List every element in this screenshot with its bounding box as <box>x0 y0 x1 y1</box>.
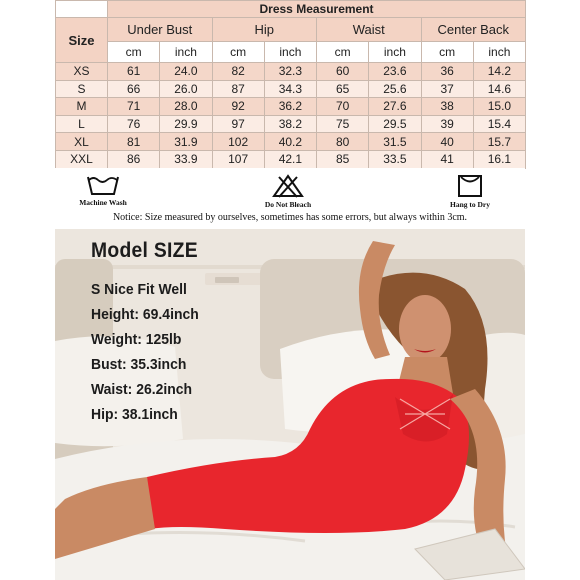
measurement-cell: 80 <box>317 133 369 151</box>
hang-to-dry-icon <box>457 174 483 198</box>
measurement-cell: 42.1 <box>264 150 316 168</box>
measurement-cell: 16.1 <box>473 150 525 168</box>
group-header: Hip <box>212 18 317 42</box>
measurement-cell: 38 <box>421 98 473 116</box>
size-label-cell: L <box>56 115 108 133</box>
unit-header: inch <box>264 42 316 63</box>
measurement-cell: 31.9 <box>160 133 212 151</box>
measurement-cell: 40.2 <box>264 133 316 151</box>
measurement-cell: 40 <box>421 133 473 151</box>
measurement-cell: 71 <box>108 98 160 116</box>
model-size-panel <box>91 239 207 423</box>
measurement-cell: 14.6 <box>473 80 525 98</box>
model-weight-line: Weight: 125lb <box>91 331 182 348</box>
measurement-cell: 85 <box>317 150 369 168</box>
table-group-header-row <box>56 18 526 42</box>
model-size-title: Model SIZE <box>91 239 198 262</box>
measurement-cell: 61 <box>108 63 160 81</box>
measurement-cell: 66 <box>108 80 160 98</box>
measurement-cell: 33.5 <box>369 150 421 168</box>
unit-header: cm <box>317 42 369 63</box>
measurement-cell: 92 <box>212 98 264 116</box>
care-label: Hang to Dry <box>450 200 490 209</box>
measurement-cell: 32.3 <box>264 63 316 81</box>
measurement-cell: 15.7 <box>473 133 525 151</box>
measurement-cell: 25.6 <box>369 80 421 98</box>
table-title-row <box>56 1 526 18</box>
measurement-cell: 33.9 <box>160 150 212 168</box>
model-bust-line: Bust: 35.3inch <box>91 356 187 373</box>
group-header: Under Bust <box>108 18 213 42</box>
size-label-cell: XS <box>56 63 108 81</box>
group-header: Waist <box>317 18 422 42</box>
model-fit-line: S Nice Fit Well <box>91 281 187 298</box>
table-row <box>56 98 526 116</box>
model-hip-line: Hip: 38.1inch <box>91 406 178 423</box>
do-not-bleach-icon <box>271 174 305 198</box>
measurement-cell: 15.0 <box>473 98 525 116</box>
measurement-cell: 38.2 <box>264 115 316 133</box>
size-label-cell: M <box>56 98 108 116</box>
size-label-cell: XXL <box>56 150 108 168</box>
table-row <box>56 133 526 151</box>
measurement-cell: 60 <box>317 63 369 81</box>
size-label-cell: XL <box>56 133 108 151</box>
measurement-cell: 86 <box>108 150 160 168</box>
measurement-cell: 23.6 <box>369 63 421 81</box>
size-column-header: Size <box>56 18 108 63</box>
measurement-cell: 37 <box>421 80 473 98</box>
measurement-cell: 26.0 <box>160 80 212 98</box>
table-body <box>56 63 526 169</box>
measurement-cell: 28.0 <box>160 98 212 116</box>
table-row <box>56 63 526 81</box>
table-unit-row <box>56 42 526 63</box>
measurement-cell: 97 <box>212 115 264 133</box>
measurement-cell: 36.2 <box>264 98 316 116</box>
group-header: Center Back <box>421 18 526 42</box>
care-label: Machine Wash <box>79 198 127 207</box>
unit-header: cm <box>421 42 473 63</box>
measurement-cell: 102 <box>212 133 264 151</box>
measurement-cell: 107 <box>212 150 264 168</box>
measurement-cell: 29.9 <box>160 115 212 133</box>
measurement-cell: 82 <box>212 63 264 81</box>
size-chart-table <box>55 0 526 169</box>
table-row <box>56 115 526 133</box>
measurement-cell: 36 <box>421 63 473 81</box>
unit-header: inch <box>473 42 525 63</box>
unit-header: cm <box>108 42 160 63</box>
table-title: Dress Measurement <box>108 1 526 18</box>
size-label-cell: S <box>56 80 108 98</box>
measurement-cell: 31.5 <box>369 133 421 151</box>
measurement-cell: 34.3 <box>264 80 316 98</box>
care-item-machine-wash <box>58 174 148 207</box>
model-height-line: Height: 69.4inch <box>91 306 199 323</box>
measurement-cell: 27.6 <box>369 98 421 116</box>
table-row <box>56 150 526 168</box>
measurement-cell: 65 <box>317 80 369 98</box>
unit-header: cm <box>212 42 264 63</box>
machine-wash-icon <box>86 174 120 196</box>
measurement-cell: 41 <box>421 150 473 168</box>
measurement-cell: 39 <box>421 115 473 133</box>
measurement-cell: 81 <box>108 133 160 151</box>
model-waist-line: Waist: 26.2inch <box>91 381 193 398</box>
measurement-cell: 29.5 <box>369 115 421 133</box>
model-photo <box>55 229 525 580</box>
care-item-hang-to-dry <box>425 174 515 209</box>
care-instructions <box>55 168 525 226</box>
table-row <box>56 80 526 98</box>
measurement-cell: 15.4 <box>473 115 525 133</box>
unit-header: inch <box>369 42 421 63</box>
measurement-cell: 87 <box>212 80 264 98</box>
measurement-cell: 14.2 <box>473 63 525 81</box>
size-notice: Notice: Size measured by ourselves, sometimes has some errors, but always within 3cm. <box>112 212 468 223</box>
measurement-cell: 75 <box>317 115 369 133</box>
care-item-do-not-bleach <box>243 174 333 209</box>
unit-header: inch <box>160 42 212 63</box>
measurement-cell: 24.0 <box>160 63 212 81</box>
measurement-cell: 70 <box>317 98 369 116</box>
measurement-cell: 76 <box>108 115 160 133</box>
care-label: Do Not Bleach <box>264 200 312 209</box>
